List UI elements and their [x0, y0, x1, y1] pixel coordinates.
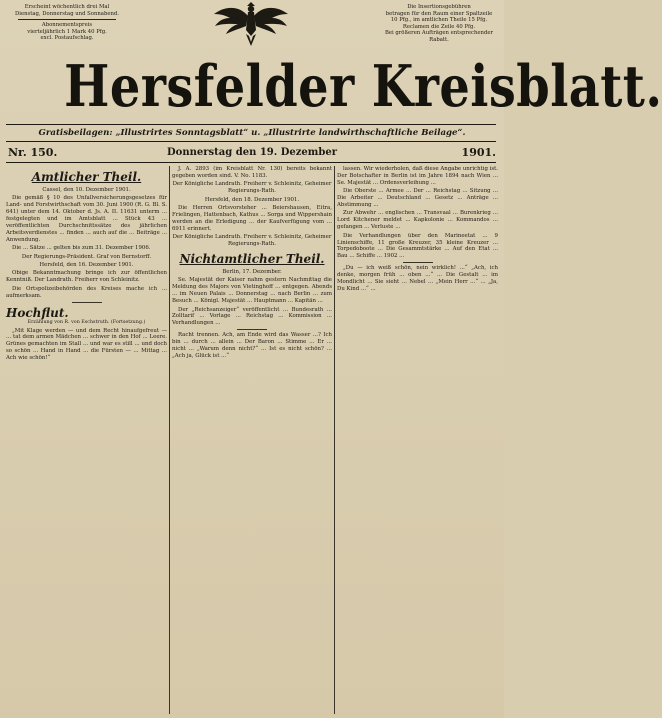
subscription-box	[12, 4, 122, 42]
article-paragraph: Die Verhandlungen über den Marineetat ... 9 Linienschiffe, 11 große Kreuzer, 35 kleine Kreuzer ... Torpedoboote ... Die Gesammtstärke ... Auf den Etat ... Bau ... Schiffe ... 1902 ...	[337, 232, 498, 260]
subscription-line-1: Erscheint wöchentlich drei Mal	[24, 4, 110, 10]
article-paragraph: Die ... Sätze ... gelten bis zum 31. Dezember 1906.	[12, 245, 151, 252]
story-byline: Erzählung von R. von Eschstruth. (Fortsetzung.)	[27, 319, 146, 325]
rates-line-6: Rabatt.	[429, 36, 449, 43]
supplements-line: Gratisbeilagen: „Illustrirtes Sonntagsblatt“ u. „Illustrirte landwirthschaftliche Beilage“.	[38, 128, 466, 138]
article-paragraph: Zur Abwehr ... englischen ... Transvaal ... Burenkrieg ... Lord Kitchener meldet ... Kapkolonie ... Kommandos ... gefangen ... Verluste ...	[337, 210, 498, 231]
column-3	[337, 166, 498, 294]
issue-dateline	[8, 146, 496, 160]
rates-line-4: Reclamen die Zeile 40 Pfg.	[402, 23, 476, 30]
masthead-rule-middle	[6, 141, 496, 142]
issue-year: 1901.	[461, 146, 496, 159]
subscription-divider	[18, 19, 116, 20]
article-paragraph: Die Ortspolizeibehörden des Kreises mache ich ... aufmerksam.	[6, 285, 167, 299]
story-heading: Hochflut.	[6, 305, 69, 320]
dateline: Berlin, 17. Dezember.	[222, 268, 282, 275]
dateline: Hersfeld, den 16. Dezember 1901.	[39, 262, 134, 269]
article-paragraph: Die gemäß § 10 des Unfallversicherungsgesetzes für Land- und Forstwirthschaft vom 30. Juni 1900 (R. G. Bl. S. 641) unter dem 14. Oktober d. Js. A. II. 11631 unterm ... festgelegten und im Amtsblatt ... Stück 43 ... veröffentlichten Durchschnittssätze des jährlichen Arbeitsverdienstes ... finden ... auch auf die ... Beiträge ... Anwendung.	[6, 195, 167, 243]
column-1	[6, 166, 167, 364]
unofficial-section-heading: Nichtamtlicher Theil.	[179, 251, 325, 266]
column-divider-1	[169, 166, 170, 714]
masthead-rule-top	[6, 124, 496, 125]
story-text: Racht trennen. Ach, am Ende wird das Wasser ...? Ich bin ... durch ... allein ... Der Baron ... Stimme ... Er ... nicht ... „Warum denn nicht?“ ... Ist es nicht schön? ... „Ach ja, Glück ist ...“	[172, 332, 332, 359]
rates-line-1: Die Insertionsgebühren	[407, 4, 471, 10]
issue-number: Nr. 150.	[8, 146, 58, 159]
article-paragraph: Der „Reichsanzeiger“ veröffentlicht ... Bundesrath ... Zolltarif ... Vorlage ... Reichstag ... Kommission ... Verhandlungen ...	[172, 306, 332, 327]
story-text: „Mit Klage werden — und dem Recht hinaufgefreut — ... tat dem armen Mädchen ... schwer in den Hof ... Leere. Grünes gemachten im Stall ... und war es still ... und doch so schön ... Hand in Hand ... die Fürsten — ... Mittag ... Ach wie schön!“	[6, 327, 167, 362]
signature: Der Königliche Landrath. Freiherr v. Schleinitz, Geheimer Regierungs-Rath.	[172, 234, 332, 248]
article-paragraph: lassen. Wir wiederholen, daß diese Angabe unrichtig ist. Der Botschafter in Berlin ist im Jahre 1894 nach Wien ... Se. Majestät ... Ordensverleihung ...	[337, 166, 498, 186]
dateline: Cassel, den 10. Dezember 1901.	[42, 187, 131, 193]
eagle-icon	[212, 2, 290, 46]
article-paragraph: Die Herren Ortsvorsteher ... Beiershausen, Eitra, Frielingen, Hattenbach, Kathus ... Sorga und Wippershain werden an die Erledigung ... der Kaufverfügung vom ... 6911 erinnert.	[172, 205, 332, 232]
rates-line-3: 10 Pfg., im amtlichen Theile 15 Pfg.	[390, 17, 488, 24]
advertising-rates-box	[384, 4, 494, 44]
subscription-line-4: vierteljährlich 1 Mark 40 Pfg.	[27, 28, 107, 35]
article-divider	[237, 329, 267, 330]
story-text: „Du — ich weiß schön, nein wirklich! ...“ „Ach, ich denke, morgen früh ... oben ...“ ... Die Gestalt ... im Mondlicht ... Sie sieht ... Nebel ... „Mein Herr ...“ ... „Ja, Du Kind ...“ ...	[337, 265, 498, 292]
newspaper-title: Hersfelder Kreisblatt.	[64, 53, 662, 120]
subscription-line-2: Dienstag, Donnerstag und Sonnabend.	[15, 10, 119, 17]
subscription-line-3: Abonnementspreis	[41, 22, 93, 29]
subscription-line-5: excl. Postaufschlag.	[40, 35, 94, 42]
article-paragraph: Obige Bekanntmachung bringe ich zur öffentlichen Kenntniß. Der Landrath. Freiherr von Schleinitz.	[6, 270, 167, 284]
dateline: Hersfeld, den 18. Dezember 1901.	[204, 196, 300, 203]
article-divider	[72, 302, 102, 303]
signature: Der Regierungs-Präsident. Graf von Bernstorff.	[21, 253, 152, 260]
masthead-rule-bottom	[6, 162, 496, 163]
article-divider	[403, 262, 433, 263]
article-paragraph: Die Oberste ... Armee ... Der ... Reichstag ... Sitzung ... Die Arbeiter ... Deutschland ... Gesetz ... Anträge ... Abstimmung ...	[337, 188, 498, 209]
signature: Der Königliche Landrath. Freiherr v. Schleinitz, Geheimer Regierungs-Rath.	[172, 181, 332, 195]
column-2	[172, 166, 332, 361]
article-paragraph: J. A. 2893 (im Kreisblatt Nr. 130) bereits bekannt gegeben worden sind. V. No. 1183.	[172, 166, 332, 179]
column-divider-2	[334, 166, 335, 714]
rates-line-2: betragen für den Raum einer Spaltzeile	[385, 10, 493, 17]
issue-date: Donnerstag den 19. Dezember	[167, 147, 337, 158]
rates-line-5: Bei größeren Aufträgen entsprechender	[384, 30, 494, 37]
article-paragraph: Se. Majestät der Kaiser nahm gestern Nachmittag die Meldung des Majors von Vietinghoff ... entgegen. Abends ... im Neuen Palais ... Donnerstag ... nach Berlin ... zum Besuch ... Königl. Majestät ... Hauptmann ... Kapitän ...	[172, 277, 332, 305]
official-section-heading: Amtlicher Theil.	[31, 170, 142, 184]
